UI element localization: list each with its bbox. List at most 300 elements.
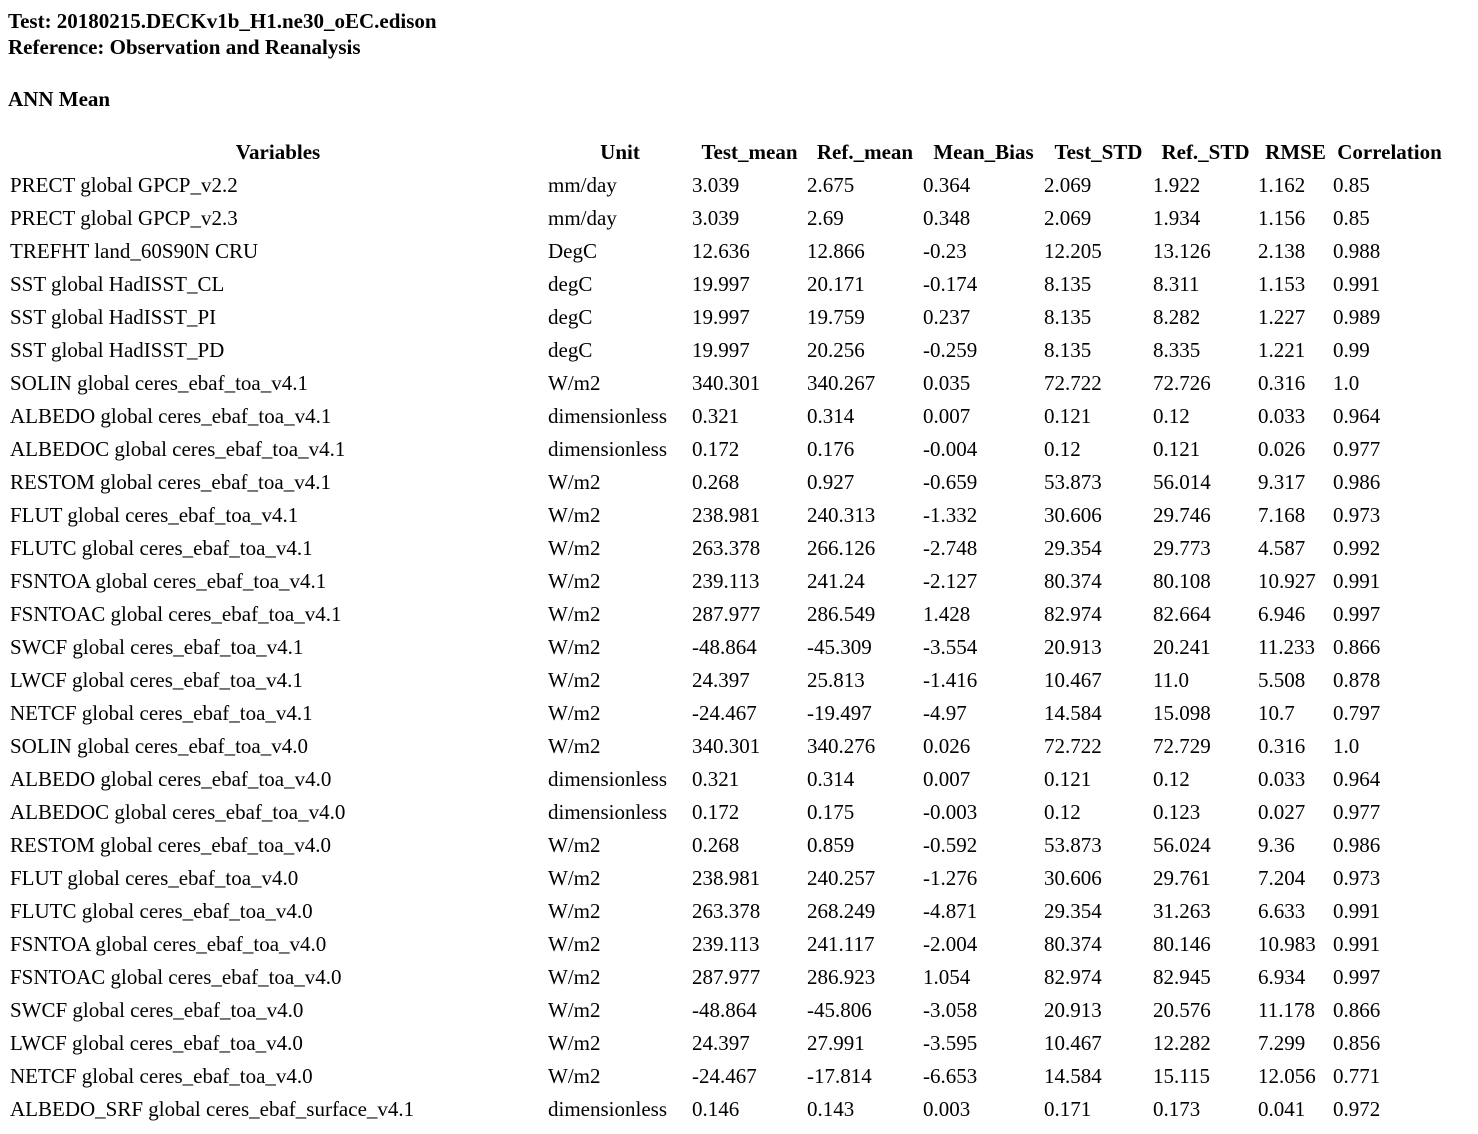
table-cell: FSNTOAC global ceres_ebaf_toa_v4.0 xyxy=(10,965,342,989)
table-cell: 0.033 xyxy=(1258,767,1306,791)
table-cell: 10.467 xyxy=(1044,668,1102,692)
table-cell: 0.146 xyxy=(692,1097,740,1121)
table-cell: 0.176 xyxy=(807,437,855,461)
table-cell: 6.633 xyxy=(1258,899,1306,923)
table-cell: 27.991 xyxy=(807,1031,865,1055)
table-cell: FLUT global ceres_ebaf_toa_v4.1 xyxy=(10,503,299,527)
table-cell: NETCF global ceres_ebaf_toa_v4.0 xyxy=(10,1064,313,1088)
table-cell: 3.039 xyxy=(692,206,740,230)
table-cell: 15.115 xyxy=(1153,1064,1210,1088)
table-row xyxy=(8,235,1446,268)
table-cell: W/m2 xyxy=(548,701,601,725)
table-row xyxy=(8,697,1446,730)
table-cell: 0.878 xyxy=(1333,668,1381,692)
table-cell: 0.041 xyxy=(1258,1097,1306,1121)
table-cell: 14.584 xyxy=(1044,1064,1102,1088)
table-cell: 9.36 xyxy=(1258,833,1295,857)
table-cell: RESTOM global ceres_ebaf_toa_v4.0 xyxy=(10,833,331,857)
table-cell: 0.989 xyxy=(1333,305,1381,329)
header-cell: RMSE xyxy=(1265,140,1326,164)
table-cell: 0.99 xyxy=(1333,338,1370,362)
table-cell: 3.039 xyxy=(692,173,740,197)
table-cell: FLUTC global ceres_ebaf_toa_v4.1 xyxy=(10,536,313,560)
table-cell: -6.653 xyxy=(923,1064,978,1088)
table-cell: -1.416 xyxy=(923,668,978,692)
table-cell: 0.348 xyxy=(923,206,971,230)
table-cell: 0.977 xyxy=(1333,437,1381,461)
table-cell: 82.945 xyxy=(1153,965,1211,989)
table-cell: 12.636 xyxy=(692,239,750,263)
table-cell: 11.233 xyxy=(1258,635,1315,659)
table-cell: 0.986 xyxy=(1333,470,1381,494)
table-cell: 11.0 xyxy=(1153,668,1189,692)
header-cell: Variables xyxy=(235,140,321,164)
table-cell: W/m2 xyxy=(548,1031,601,1055)
table-cell: W/m2 xyxy=(548,536,601,560)
table-cell: 0.997 xyxy=(1333,965,1381,989)
table-cell: 0.123 xyxy=(1153,800,1201,824)
table-cell: 19.997 xyxy=(692,272,750,296)
table-cell: 13.126 xyxy=(1153,239,1211,263)
table-cell: -24.467 xyxy=(692,1064,757,1088)
table-cell: 0.866 xyxy=(1333,635,1381,659)
table-cell: -48.864 xyxy=(692,998,757,1022)
table-row xyxy=(8,169,1446,202)
table-cell: 12.056 xyxy=(1258,1064,1316,1088)
table-cell: 7.204 xyxy=(1258,866,1306,890)
table-cell: 80.146 xyxy=(1153,932,1211,956)
table-cell: -19.497 xyxy=(807,701,872,725)
table-cell: SOLIN global ceres_ebaf_toa_v4.0 xyxy=(10,734,308,758)
table-cell: -24.467 xyxy=(692,701,757,725)
table-cell: TREFHT land_60S90N CRU xyxy=(10,239,259,263)
table-cell: W/m2 xyxy=(548,470,601,494)
table-cell: 2.138 xyxy=(1258,239,1306,263)
table-cell: 24.397 xyxy=(692,668,750,692)
table-row xyxy=(8,565,1446,598)
test-title: Test: 20180215.DECKv1b_H1.ne30_oEC.edison xyxy=(8,9,437,33)
table-row xyxy=(8,334,1446,367)
table-cell: -3.595 xyxy=(923,1031,978,1055)
table-cell: 0.856 xyxy=(1333,1031,1381,1055)
table-cell: 8.135 xyxy=(1044,338,1092,362)
header-cell: Mean_Bias xyxy=(933,140,1034,164)
table-row xyxy=(8,895,1446,928)
table-cell: 268.249 xyxy=(807,899,876,923)
table-cell: 9.317 xyxy=(1258,470,1306,494)
table-cell: 238.981 xyxy=(692,503,761,527)
table-cell: 0.026 xyxy=(1258,437,1306,461)
table-cell: dimensionless xyxy=(548,767,667,791)
table-cell: 8.282 xyxy=(1153,305,1201,329)
table-cell: 80.108 xyxy=(1153,569,1211,593)
table-cell: LWCF global ceres_ebaf_toa_v4.0 xyxy=(10,1031,303,1055)
table-cell: SWCF global ceres_ebaf_toa_v4.0 xyxy=(10,998,304,1022)
table-cell: 0.143 xyxy=(807,1097,855,1121)
table-cell: 72.726 xyxy=(1153,371,1211,395)
table-cell: -1.276 xyxy=(923,866,978,890)
table-cell: 0.986 xyxy=(1333,833,1381,857)
table-cell: W/m2 xyxy=(548,734,601,758)
table-row xyxy=(8,994,1446,1027)
table-cell: 0.866 xyxy=(1333,998,1381,1022)
table-cell: 240.257 xyxy=(807,866,876,890)
table-cell: ALBEDO global ceres_ebaf_toa_v4.0 xyxy=(10,767,332,791)
table-cell: FLUT global ceres_ebaf_toa_v4.0 xyxy=(10,866,299,890)
table-cell: 2.675 xyxy=(807,173,855,197)
table-cell: W/m2 xyxy=(548,668,601,692)
table-cell: 0.972 xyxy=(1333,1097,1381,1121)
table-cell: 20.241 xyxy=(1153,635,1211,659)
table-cell: 0.172 xyxy=(692,800,740,824)
table-cell: 82.974 xyxy=(1044,602,1102,626)
table-cell: 24.397 xyxy=(692,1031,750,1055)
table-cell: 72.722 xyxy=(1044,371,1102,395)
table-cell: 1.227 xyxy=(1258,305,1306,329)
table-row xyxy=(8,796,1446,829)
table-cell: 340.276 xyxy=(807,734,876,758)
table-cell: 6.946 xyxy=(1258,602,1306,626)
table-cell: 340.267 xyxy=(807,371,876,395)
table-cell: PRECT global GPCP_v2.2 xyxy=(10,173,238,197)
table-cell: -45.309 xyxy=(807,635,872,659)
table-row xyxy=(8,367,1446,400)
table-row xyxy=(8,664,1446,697)
header-cell: Test_mean xyxy=(701,140,798,164)
table-cell: 0.121 xyxy=(1044,404,1092,428)
table-cell: 29.746 xyxy=(1153,503,1211,527)
table-row xyxy=(8,532,1446,565)
table-cell: degC xyxy=(548,272,593,296)
table-cell: 20.913 xyxy=(1044,998,1102,1022)
table-cell: 0.997 xyxy=(1333,602,1381,626)
table-cell: 1.221 xyxy=(1258,338,1306,362)
table-cell: NETCF global ceres_ebaf_toa_v4.1 xyxy=(10,701,313,725)
table-cell: ALBEDO global ceres_ebaf_toa_v4.1 xyxy=(10,404,332,428)
table-cell: 30.606 xyxy=(1044,866,1102,890)
table-cell: W/m2 xyxy=(548,635,601,659)
table-cell: -3.058 xyxy=(923,998,978,1022)
table-cell: W/m2 xyxy=(548,833,601,857)
table-cell: dimensionless xyxy=(548,404,667,428)
table-cell: 53.873 xyxy=(1044,470,1102,494)
table-cell: 6.934 xyxy=(1258,965,1306,989)
table-cell: 12.866 xyxy=(807,239,865,263)
table-cell: 0.992 xyxy=(1333,536,1381,560)
table-row xyxy=(8,730,1446,763)
table-cell: 0.175 xyxy=(807,800,855,824)
table-cell: 29.354 xyxy=(1044,536,1102,560)
table-cell: 0.988 xyxy=(1333,239,1381,263)
table-row xyxy=(8,433,1446,466)
table-cell: 10.983 xyxy=(1258,932,1316,956)
table-cell: dimensionless xyxy=(548,1097,667,1121)
table-row xyxy=(8,499,1446,532)
table-cell: 0.007 xyxy=(923,404,971,428)
table-cell: 12.282 xyxy=(1153,1031,1211,1055)
table-cell: 0.173 xyxy=(1153,1097,1201,1121)
table-body xyxy=(8,169,1446,1126)
table-cell: 0.12 xyxy=(1044,437,1081,461)
table-cell: ALBEDO_SRF global ceres_ebaf_surface_v4.1 xyxy=(10,1097,415,1121)
table-cell: -2.127 xyxy=(923,569,978,593)
table-cell: 1.054 xyxy=(923,965,971,989)
table-cell: 2.069 xyxy=(1044,173,1092,197)
table-cell: 10.467 xyxy=(1044,1031,1102,1055)
table-row xyxy=(8,268,1446,301)
table-row xyxy=(8,466,1446,499)
table-cell: 0.797 xyxy=(1333,701,1381,725)
table-cell: 20.171 xyxy=(807,272,865,296)
table-cell: FSNTOA global ceres_ebaf_toa_v4.0 xyxy=(10,932,327,956)
table-cell: 72.729 xyxy=(1153,734,1211,758)
table-cell: -4.871 xyxy=(923,899,978,923)
table-cell: 14.584 xyxy=(1044,701,1102,725)
table-cell: W/m2 xyxy=(548,1064,601,1088)
table-cell: -2.748 xyxy=(923,536,978,560)
table-cell: 4.587 xyxy=(1258,536,1306,560)
table-row xyxy=(8,928,1446,961)
table-cell: 0.035 xyxy=(923,371,971,395)
table-cell: 80.374 xyxy=(1044,932,1102,956)
table-row xyxy=(8,763,1446,796)
table-cell: 0.991 xyxy=(1333,899,1381,923)
table-cell: 0.316 xyxy=(1258,734,1306,758)
table-cell: 0.316 xyxy=(1258,371,1306,395)
table-cell: 10.927 xyxy=(1258,569,1316,593)
table-row xyxy=(8,631,1446,664)
table-cell: 0.964 xyxy=(1333,767,1381,791)
table-cell: 1.428 xyxy=(923,602,971,626)
table-cell: FSNTOA global ceres_ebaf_toa_v4.1 xyxy=(10,569,327,593)
table-cell: ALBEDOC global ceres_ebaf_toa_v4.1 xyxy=(10,437,346,461)
table-row xyxy=(8,1027,1446,1060)
table-cell: SST global HadISST_PI xyxy=(10,305,217,329)
table-cell: -0.004 xyxy=(923,437,978,461)
table-cell: 30.606 xyxy=(1044,503,1102,527)
table-cell: LWCF global ceres_ebaf_toa_v4.1 xyxy=(10,668,303,692)
table-cell: 0.003 xyxy=(923,1097,971,1121)
table-cell: 0.991 xyxy=(1333,272,1381,296)
table-cell: 53.873 xyxy=(1044,833,1102,857)
table-cell: 287.977 xyxy=(692,965,761,989)
table-cell: 8.135 xyxy=(1044,305,1092,329)
table-cell: 19.997 xyxy=(692,305,750,329)
table-cell: 266.126 xyxy=(807,536,876,560)
table-row xyxy=(8,202,1446,235)
table-cell: 20.576 xyxy=(1153,998,1211,1022)
table-cell: 8.135 xyxy=(1044,272,1092,296)
table-cell: -0.23 xyxy=(923,239,967,263)
table-cell: ALBEDOC global ceres_ebaf_toa_v4.0 xyxy=(10,800,346,824)
table-cell: 0.859 xyxy=(807,833,855,857)
table-cell: dimensionless xyxy=(548,800,667,824)
table-cell: SWCF global ceres_ebaf_toa_v4.1 xyxy=(10,635,304,659)
table-cell: 1.922 xyxy=(1153,173,1201,197)
table-cell: degC xyxy=(548,305,593,329)
table-cell: 29.761 xyxy=(1153,866,1211,890)
table-cell: 31.263 xyxy=(1153,899,1211,923)
table-cell: 287.977 xyxy=(692,602,761,626)
table-cell: 240.313 xyxy=(807,503,876,527)
table-cell: W/m2 xyxy=(548,503,601,527)
table-cell: 263.378 xyxy=(692,536,761,560)
table-cell: -0.259 xyxy=(923,338,978,362)
table-cell: -0.659 xyxy=(923,470,978,494)
table-cell: 0.171 xyxy=(1044,1097,1092,1121)
table-cell: 0.314 xyxy=(807,404,855,428)
table-cell: 1.0 xyxy=(1333,734,1360,758)
table-cell: -3.554 xyxy=(923,635,978,659)
table-cell: 2.069 xyxy=(1044,206,1092,230)
table-cell: 340.301 xyxy=(692,734,761,758)
table-cell: 0.927 xyxy=(807,470,855,494)
table-cell: 0.973 xyxy=(1333,866,1381,890)
table-cell: 238.981 xyxy=(692,866,761,890)
table-cell: 0.007 xyxy=(923,767,971,791)
table-cell: 0.364 xyxy=(923,173,971,197)
table-cell: 7.168 xyxy=(1258,503,1306,527)
table-cell: 1.156 xyxy=(1258,206,1306,230)
table-cell: 20.256 xyxy=(807,338,865,362)
table-cell: -1.332 xyxy=(923,503,978,527)
table-cell: 29.773 xyxy=(1153,536,1211,560)
table-row xyxy=(8,829,1446,862)
header-cell: Correlation xyxy=(1337,140,1442,164)
table-cell: 0.991 xyxy=(1333,569,1381,593)
table-cell: 8.335 xyxy=(1153,338,1201,362)
table-row xyxy=(8,1093,1446,1126)
table-cell: 25.813 xyxy=(807,668,865,692)
table-cell: 0.12 xyxy=(1153,404,1190,428)
table-cell: 0.977 xyxy=(1333,800,1381,824)
table-cell: 0.991 xyxy=(1333,932,1381,956)
table-cell: 0.027 xyxy=(1258,800,1306,824)
table-row xyxy=(8,598,1446,631)
header-cell: Test_STD xyxy=(1054,140,1143,164)
table-cell: 5.508 xyxy=(1258,668,1306,692)
table-cell: 11.178 xyxy=(1258,998,1315,1022)
table-cell: W/m2 xyxy=(548,965,601,989)
table-cell: SST global HadISST_CL xyxy=(10,272,225,296)
table-cell: 0.964 xyxy=(1333,404,1381,428)
table-cell: PRECT global GPCP_v2.3 xyxy=(10,206,238,230)
table-cell: 19.997 xyxy=(692,338,750,362)
report-header xyxy=(8,8,1470,60)
table-cell: 286.549 xyxy=(807,602,876,626)
table-cell: 19.759 xyxy=(807,305,865,329)
table-cell: 8.311 xyxy=(1153,272,1200,296)
table-cell: 1.162 xyxy=(1258,173,1306,197)
table-cell: 29.354 xyxy=(1044,899,1102,923)
table-cell: W/m2 xyxy=(548,371,601,395)
table-cell: SOLIN global ceres_ebaf_toa_v4.1 xyxy=(10,371,308,395)
table-row xyxy=(8,301,1446,334)
table-cell: 56.014 xyxy=(1153,470,1211,494)
table-cell: -17.814 xyxy=(807,1064,872,1088)
table-cell: 241.117 xyxy=(807,932,875,956)
table-row xyxy=(8,400,1446,433)
table-cell: -0.003 xyxy=(923,800,978,824)
table-cell: 1.0 xyxy=(1333,371,1360,395)
header-cell: Ref._mean xyxy=(816,140,914,164)
table-cell: dimensionless xyxy=(548,437,667,461)
table-cell: W/m2 xyxy=(548,932,601,956)
table-header-row xyxy=(8,136,1446,169)
table-cell: -45.806 xyxy=(807,998,872,1022)
table-cell: 20.913 xyxy=(1044,635,1102,659)
table-cell: -48.864 xyxy=(692,635,757,659)
table-cell: 0.121 xyxy=(1044,767,1092,791)
table-cell: 340.301 xyxy=(692,371,761,395)
table-cell: 0.268 xyxy=(692,833,740,857)
metrics-table xyxy=(8,136,1446,1126)
table-cell: 0.033 xyxy=(1258,404,1306,428)
table-cell: 0.237 xyxy=(923,305,971,329)
table-cell: W/m2 xyxy=(548,602,601,626)
table-cell: 0.172 xyxy=(692,437,740,461)
table-cell: W/m2 xyxy=(548,866,601,890)
table-cell: 2.69 xyxy=(807,206,844,230)
table-cell: 0.771 xyxy=(1333,1064,1381,1088)
table-cell: -0.174 xyxy=(923,272,978,296)
table-cell: W/m2 xyxy=(548,998,601,1022)
table-cell: 0.973 xyxy=(1333,503,1381,527)
table-cell: mm/day xyxy=(548,206,617,230)
table-cell: 72.722 xyxy=(1044,734,1102,758)
table-cell: 239.113 xyxy=(692,569,760,593)
table-cell: DegC xyxy=(548,239,597,263)
table-cell: degC xyxy=(548,338,593,362)
table-row xyxy=(8,961,1446,994)
table-cell: 56.024 xyxy=(1153,833,1211,857)
table-cell: 0.121 xyxy=(1153,437,1201,461)
table-cell: 286.923 xyxy=(807,965,876,989)
table-cell: 7.299 xyxy=(1258,1031,1306,1055)
table-cell: 80.374 xyxy=(1044,569,1102,593)
table-cell: 10.7 xyxy=(1258,701,1295,725)
table-cell: 241.24 xyxy=(807,569,865,593)
table-cell: 0.85 xyxy=(1333,206,1370,230)
table-cell: 0.314 xyxy=(807,767,855,791)
table-cell: 0.85 xyxy=(1333,173,1370,197)
table-cell: 15.098 xyxy=(1153,701,1211,725)
table-cell: W/m2 xyxy=(548,569,601,593)
table-cell: 0.321 xyxy=(692,404,740,428)
table-cell: 1.153 xyxy=(1258,272,1306,296)
table-cell: 82.974 xyxy=(1044,965,1102,989)
table-cell: 239.113 xyxy=(692,932,760,956)
table-cell: 0.12 xyxy=(1153,767,1190,791)
table-cell: mm/day xyxy=(548,173,617,197)
table-cell: 0.321 xyxy=(692,767,740,791)
table-cell: 82.664 xyxy=(1153,602,1211,626)
table-cell: -2.004 xyxy=(923,932,978,956)
table-cell: -4.97 xyxy=(923,701,967,725)
table-cell: 0.12 xyxy=(1044,800,1081,824)
table-cell: 0.268 xyxy=(692,470,740,494)
table-cell: 12.205 xyxy=(1044,239,1102,263)
table-cell: RESTOM global ceres_ebaf_toa_v4.1 xyxy=(10,470,331,494)
table-cell: 1.934 xyxy=(1153,206,1201,230)
reference-title: Reference: Observation and Reanalysis xyxy=(8,35,361,59)
table-row xyxy=(8,1060,1446,1093)
table-cell: 263.378 xyxy=(692,899,761,923)
header-cell: Ref._STD xyxy=(1161,140,1250,164)
table-cell: FSNTOAC global ceres_ebaf_toa_v4.1 xyxy=(10,602,342,626)
table-cell: W/m2 xyxy=(548,899,601,923)
season-title: ANN Mean xyxy=(8,87,111,111)
